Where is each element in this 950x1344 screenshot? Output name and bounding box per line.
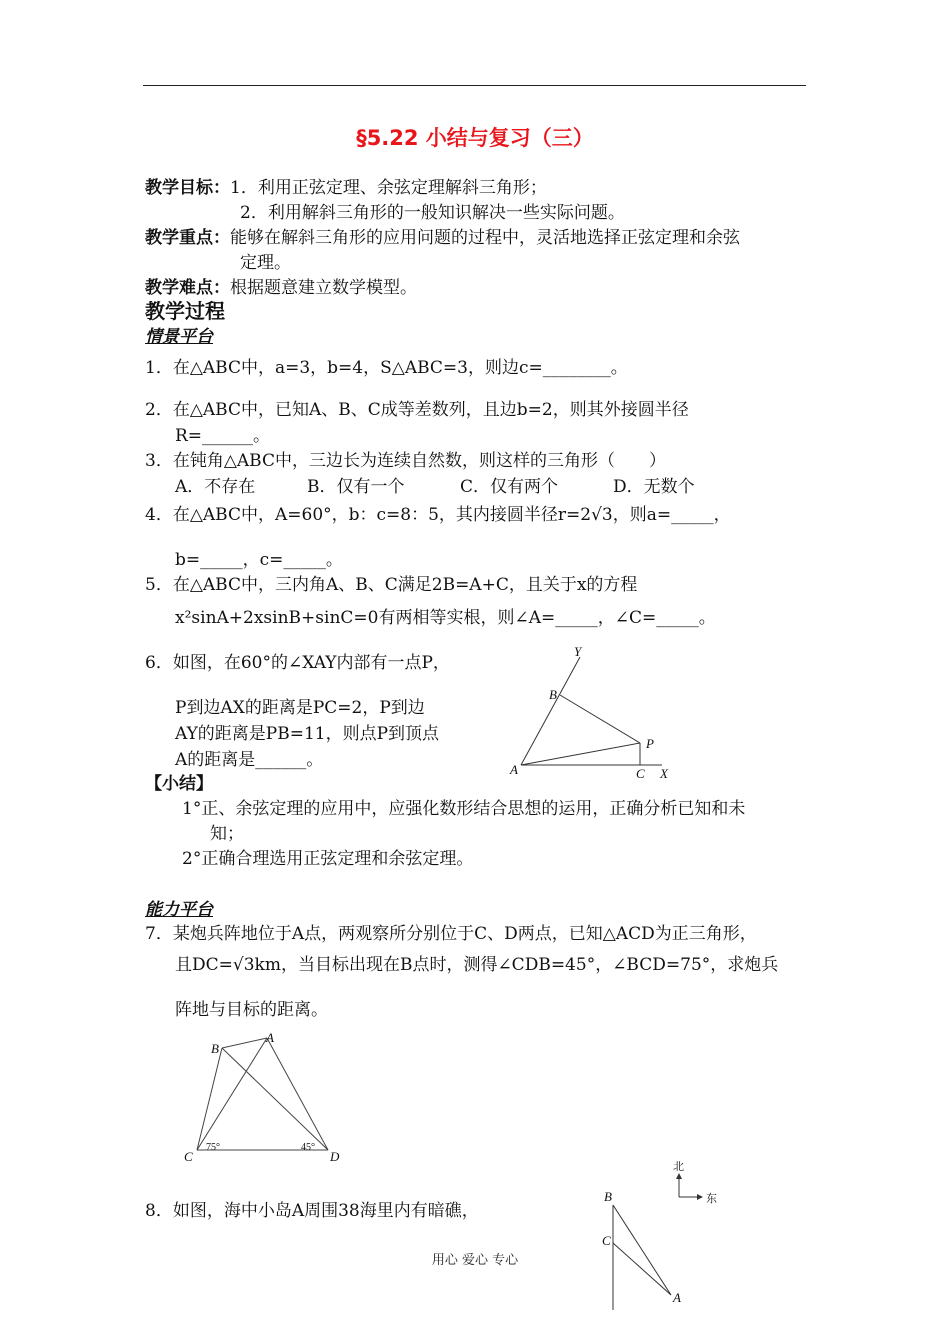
question-4-line-1: 4．在△ABC中，A=60°，b：c=8：5，其内接圆半径r=2√3，则a=_____， [145, 505, 731, 525]
segment-db [222, 1048, 328, 1150]
summary-item-2: 2°正确合理选用正弦定理和余弦定理。 [182, 849, 474, 869]
angle-label-c: 75° [206, 1142, 220, 1153]
question-6-line-2: P到边AX的距离是PC=2，P到边 [175, 698, 425, 718]
difficulty-row [145, 276, 417, 300]
summary-item-1-line-2: 知； [210, 824, 244, 844]
question-6-line-3: AY的距离是PB=11，则点P到顶点 [175, 724, 440, 744]
compass-north-arrow-icon [676, 1173, 682, 1179]
difficulty-label: 教学难点： [145, 278, 230, 298]
question-5-line-1: 5．在△ABC中，三内角A、B、C满足2B=A+C，且关于x的方程 [145, 575, 638, 595]
segment-bp [560, 695, 640, 743]
key-row [145, 226, 740, 250]
label-b: B [604, 1189, 612, 1204]
question-3-option-b: B．仅有一个 [307, 477, 405, 497]
goals-row [145, 176, 547, 200]
question-6-line-1: 6．如图，在60°的∠XAY内部有一点P， [145, 653, 450, 673]
figure-7-triangle-diagram [180, 1030, 350, 1170]
question-1: 1．在△ABC中，a=3，b=4，S△ABC=3，则边c=________。 [145, 358, 628, 378]
question-4-line-2: b=_____，c=_____。 [175, 550, 343, 570]
goals-label: 教学目标： [145, 178, 230, 198]
question-2-line-2: R=______。 [175, 426, 271, 446]
label-c: C [602, 1233, 611, 1248]
compass-east-label: 东 [706, 1192, 717, 1205]
label-b: B [211, 1041, 219, 1056]
figure-8-island-diagram [595, 1155, 745, 1315]
goal-item-2: 2．利用解斜三角形的一般知识解决一些实际问题。 [240, 203, 625, 223]
question-3-option-d: D．无数个 [613, 477, 695, 497]
key-label: 教学重点： [145, 228, 230, 248]
figure-6-angle-diagram [505, 640, 685, 785]
section-heading-scenario: 情景平台 [145, 327, 213, 347]
segment-ca [197, 1038, 267, 1150]
compass-north-label: 北 [673, 1160, 684, 1173]
question-5-line-2: x²sinA+2xsinB+sinC=0有两相等实根，则∠A=_____，∠C=_____。 [175, 608, 716, 628]
question-2-line-1: 2．在△ABC中，已知A、B、C成等差数列，且边b=2，则其外接圆半径 [145, 400, 689, 420]
goal-item-1: 1．利用正弦定理、余弦定理解斜三角形； [230, 178, 547, 198]
question-3-stem: 3．在钝角△ABC中，三边长为连续自然数，则这样的三角形（ ） [145, 451, 666, 471]
segment-cb [197, 1048, 222, 1150]
angle-label-d: 45° [301, 1142, 315, 1153]
label-b: B [549, 687, 557, 702]
section-heading-ability: 能力平台 [145, 900, 213, 920]
question-3-option-c: C．仅有两个 [460, 477, 559, 497]
key-line-1: 能够在解斜三角形的应用问题的过程中，灵活地选择正弦定理和余弦 [230, 228, 740, 248]
question-7-line-2: 且DC=√3km，当目标出现在B点时，测得∠CDB=45°，∠BCD=75°，求炮兵 [175, 955, 779, 975]
label-a: A [673, 1290, 681, 1305]
label-d: D [330, 1149, 340, 1164]
header-rule [143, 85, 806, 86]
question-7-line-1: 7．某炮兵阵地位于A点，两观察所分别位于C、D两点，已知△ACD为正三角形， [145, 924, 757, 944]
page-footer: 用心 爱心 专心 [431, 1253, 519, 1268]
question-3-option-a: A．不存在 [175, 477, 256, 497]
compass-east-arrow-icon [697, 1194, 703, 1200]
question-6-line-4: A的距离是______。 [175, 750, 324, 770]
segment-ba [222, 1038, 267, 1048]
key-line-2: 定理。 [240, 253, 291, 273]
difficulty-text: 根据题意建立数学模型。 [230, 278, 417, 298]
segment-da [267, 1038, 328, 1150]
label-x: X [660, 766, 668, 781]
segment-ap [521, 743, 640, 765]
question-8: 8．如图，海中小岛A周围38海里内有暗礁， [145, 1201, 479, 1221]
summary-item-1-line-1: 1°正、余弦定理的应用中，应强化数形结合思想的运用，正确分析已知和未 [182, 799, 746, 819]
page-title: §5.22 小结与复习（三） [356, 126, 594, 150]
label-a: A [510, 762, 518, 777]
ray-ay [521, 657, 580, 765]
label-c: C [636, 766, 645, 781]
process-heading: 教学过程 [145, 299, 225, 323]
label-c: C [184, 1149, 193, 1164]
question-7-line-3: 阵地与目标的距离。 [175, 1000, 328, 1020]
summary-label: 【小结】 [145, 774, 213, 794]
label-p: P [646, 736, 654, 751]
label-a: A [266, 1030, 274, 1045]
label-y: Y [574, 644, 582, 659]
